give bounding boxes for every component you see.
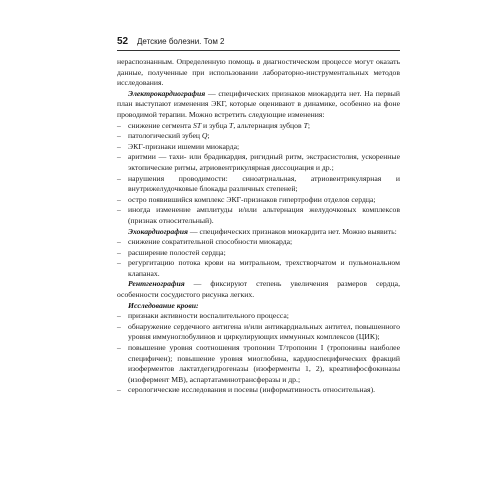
list-item: – обнаружение сердечного антигена и/или антикардиальных антител, повышенного уровня иммуноглобулинов и циркулирующих иммунных комплексов (ЦИК); (117, 322, 400, 343)
list-item: – регургитацию потока крови на митральном, трехстворчатом и пульмональном клапанах. (117, 258, 400, 279)
list-item: – аритмии — тахи- или брадикардия, ригидный ритм, экстрасистолия, ускоренные эктопические ритмы, атриовентрикулярная диссоциация и др.; (117, 152, 400, 173)
list-item: – признаки активности воспалительного процесса; (117, 311, 400, 322)
document-page (117, 0, 400, 500)
list-item: – остро появившийся комплекс ЭКГ-признаков гипертрофии отделов сердца; (117, 195, 400, 206)
page-number: 52 (117, 36, 129, 47)
list-item: – патологический зубец Q; (117, 131, 400, 142)
xray-paragraph (117, 279, 400, 300)
ecg-heading: Электрокардиография (128, 88, 206, 98)
list-item: – нарушения проводимости: синоатриальная, атриовентрикулярная и внутрижелудочковые блокады различных степеней; (117, 174, 400, 195)
list-item: – повышение уровня соотношения тропонин Т/тропонин I (тропонины наиболее специфичен); повышение уровня миоглобина, кардиоспецифических фракций изоферментов лактатдегидрогеназы (изоферменты 1, 2), креатинфосфокиназы (изофермент MB), аспартатаминотрансферазы и др.; (117, 343, 400, 385)
running-header (117, 36, 400, 51)
ecg-paragraph (117, 89, 400, 121)
ecg-text: — специфических признаков миокардита нет. На первый план выступают изменения ЭКГ, которые оценивают в динамике, особенно на фоне проводимой терапии. Можно встретить следующие изменения: (117, 88, 400, 119)
list-item: – снижение сегмента ST и зубца T, альтернация зубцов T; (117, 121, 400, 132)
list-item: – снижение сократительной способности миокарда; (117, 237, 400, 248)
blood-list (117, 311, 400, 396)
blood-heading: Исследование крови: (128, 300, 199, 310)
list-item: – расширение полостей сердца; (117, 248, 400, 259)
book-title: Детские болезни. Том 2 (137, 37, 225, 46)
list-item: – серологические исследования и посевы (информативность относительная). (117, 385, 400, 396)
xray-text: — фиксируют степень увеличения размеров сердца, особенности сосудистого рисунка легких. (117, 279, 400, 300)
echo-list (117, 237, 400, 279)
echo-text: — специфических признаков миокардита нет. Можно выявить: (188, 226, 397, 236)
echo-paragraph (117, 227, 400, 238)
xray-heading: Рентгенография (128, 279, 185, 289)
intro-paragraph: нераспознанным. Определенную помощь в диагностическом процессе могут оказать данные, полученные при использовании лабораторно-инструментальных методов исследования. (117, 57, 400, 88)
blood-paragraph (117, 301, 400, 312)
page-body (117, 57, 400, 396)
ecg-list (117, 121, 400, 227)
list-item: – ЭКГ-признаки ишемии миокарда; (117, 142, 400, 153)
list-item: – иногда изменение амплитуды и/или альтернация желудочковых комплексов (признак относительный). (117, 205, 400, 226)
echo-heading: Эхокардиография (128, 226, 188, 236)
